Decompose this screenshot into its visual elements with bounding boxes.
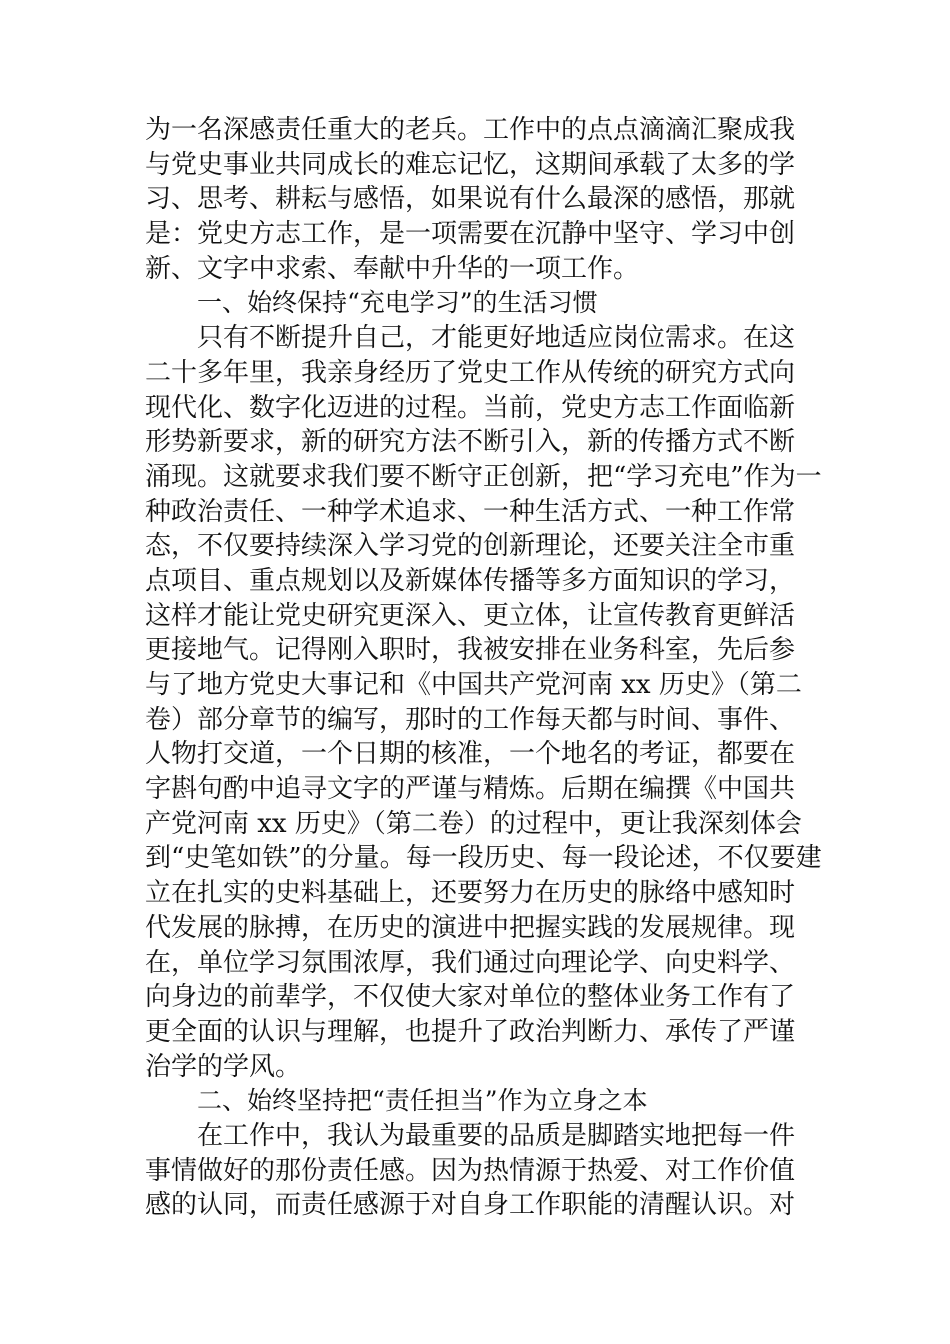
- paragraph-line: 这样才能让党史研究更深入、更立体，让宣传教育更鲜活: [145, 600, 796, 631]
- paragraph-line: 态，不仅要持续深入学习党的创新理论，还要关注全市重: [145, 531, 796, 562]
- paragraph-line: 立在扎实的史料基础上，还要努力在历史的脉络中感知时: [145, 878, 796, 909]
- paragraph-line: 感的认同，而责任感源于对自身工作职能的清醒认识。对: [145, 1190, 796, 1221]
- paragraph-line: 到“史笔如铁”的分量。每一段历史、每一段论述，不仅要建: [145, 843, 822, 874]
- paragraph-line: 形势新要求，新的研究方法不断引入，新的传播方式不断: [145, 427, 796, 458]
- paragraph-line: 现代化、数字化迈进的过程。当前，党史方志工作面临新: [145, 392, 796, 423]
- paragraph-line: 向身边的前辈学，不仅使大家对单位的整体业务工作有了: [145, 982, 796, 1013]
- paragraph-line: 卷）部分章节的编写，那时的工作每天都与时间、事件、: [145, 704, 796, 735]
- section-heading-2: 二、始终坚持把“责任担当”作为立身之本: [197, 1086, 648, 1116]
- intro-line: 新、文字中求索、奉献中升华的一项工作。: [145, 253, 640, 284]
- document-body: [145, 113, 822, 1223]
- intro-line: 与党史事业共同成长的难忘记忆，这期间承载了太多的学: [145, 149, 796, 180]
- paragraph-line: 涌现。这就要求我们要不断守正创新，把“学习充电”作为一: [145, 461, 822, 492]
- paragraph-line: 二十多年里，我亲身经历了党史工作从传统的研究方式向: [145, 357, 796, 388]
- paragraph-line: 在，单位学习氛围浓厚，我们通过向理论学、向史料学、: [145, 947, 796, 978]
- paragraph-line: 只有不断提升自己，才能更好地适应岗位需求。在这: [197, 323, 796, 354]
- paragraph-line: 代发展的脉搏，在历史的演进中把握实践的发展规律。现: [145, 912, 796, 943]
- paragraph-line: 人物打交道，一个日期的核准，一个地名的考证，都要在: [145, 739, 796, 770]
- paragraph-line: 字斟句酌中追寻文字的严谨与精炼。后期在编撰《中国共: [145, 774, 796, 805]
- paragraph-line: 在工作中，我认为最重要的品质是脚踏实地把每一件: [197, 1120, 796, 1151]
- paragraph-line: 点项目、重点规划以及新媒体传播等多方面知识的学习，: [145, 565, 796, 596]
- section-heading-1: 一、始终保持“充电学习”的生活习惯: [197, 288, 598, 318]
- intro-line: 是：党史方志工作，是一项需要在沉静中坚守、学习中创: [145, 219, 796, 250]
- paragraph-line: 种政治责任、一种学术追求、一种生活方式、一种工作常: [145, 496, 796, 527]
- intro-line: 为一名深感责任重大的老兵。工作中的点点滴滴汇聚成我: [145, 115, 796, 145]
- paragraph-line: 与了地方党史大事记和《中国共产党河南 xx 历史》（第二: [145, 670, 802, 700]
- paragraph-line: 事情做好的那份责任感。因为热情源于热爱、对工作价值: [145, 1155, 796, 1186]
- paragraph-line: 治学的学风。: [145, 1051, 302, 1082]
- paragraph-line: 更全面的认识与理解，也提升了政治判断力、承传了严谨: [145, 1016, 796, 1047]
- intro-line: 习、思考、耕耘与感悟，如果说有什么最深的感悟，那就: [145, 184, 796, 215]
- paragraph-line: 产党河南 xx 历史》（第二卷）的过程中，更让我深刻体会: [145, 808, 802, 839]
- paragraph-line: 更接地气。记得刚入职时，我被安排在业务科室，先后参: [145, 635, 796, 666]
